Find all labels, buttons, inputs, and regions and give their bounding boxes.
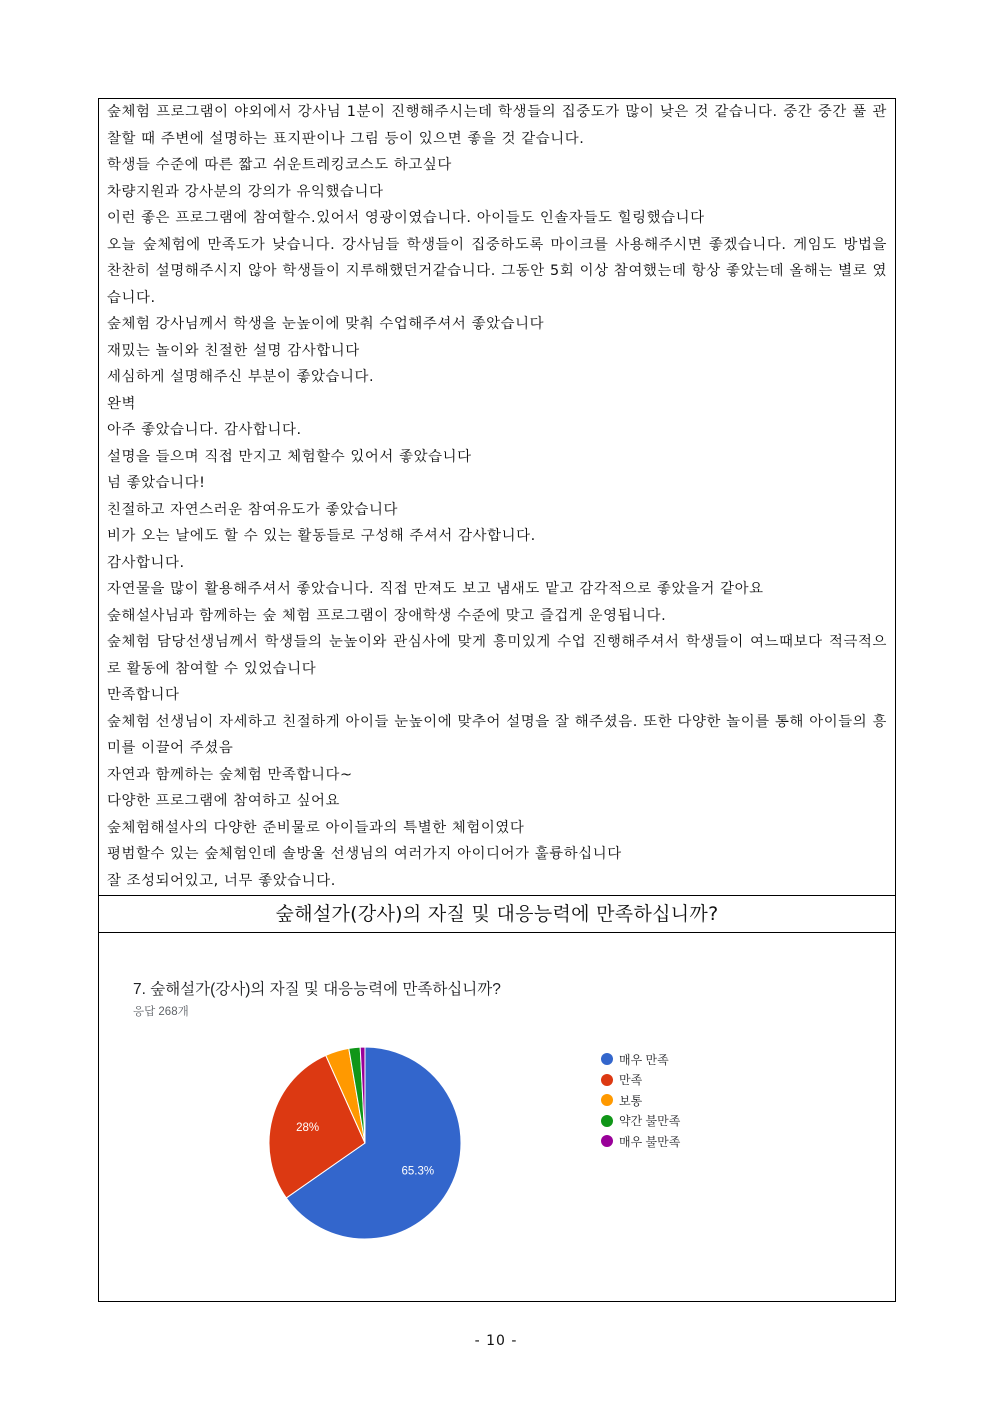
comments-list — [99, 99, 895, 896]
comment-item: 넘 좋았습니다! — [107, 475, 206, 491]
response-count: 응답 268개 — [133, 1006, 189, 1018]
comment-item: 잘 조성되어있고, 너무 좋았습니다. — [107, 872, 336, 889]
comment-item: 숲체험 선생님이 자세하고 친절하게 아이들 눈높이에 맞추어 설명을 잘 해주셨음. 또한 다양한 놀이를 통해 아이들의 흥미를 이끌어 주셨음 — [107, 713, 887, 756]
comment-item: 재밌는 놀이와 친절한 설명 감사합니다 — [107, 342, 360, 359]
legend-swatch — [601, 1094, 613, 1106]
comment-item: 아주 좋았습니다. 감사합니다. — [107, 422, 302, 438]
comment-item: 친절하고 자연스러운 참여유도가 좋았습니다 — [107, 501, 399, 518]
chart-title: 7. 숲해설가(강사)의 자질 및 대응능력에 만족하십니까? — [133, 981, 501, 998]
comment-item: 만족합니다 — [107, 687, 180, 703]
comment-item: 자연물을 많이 활용해주셔서 좋았습니다. 직접 만져도 보고 냄새도 맡고 감각적으로 좋았을거 같아요 — [107, 581, 764, 597]
comment-item: 숲체험 강사님께서 학생을 눈높이에 맞춰 수업해주셔서 좋았습니다 — [107, 316, 545, 332]
comment-item: 설명을 들으며 직접 만지고 체험할수 있어서 좋았습니다 — [107, 448, 472, 465]
comment-item: 이런 좋은 프로그램에 참여할수.있어서 영광이였습니다. 아이들도 인솔자들도 힐링했습니다 — [107, 210, 705, 226]
legend-item — [601, 1111, 680, 1132]
legend-item — [601, 1070, 680, 1091]
comment-item: 비가 오는 날에도 할 수 있는 활동들로 구성해 주셔서 감사합니다. — [107, 528, 536, 544]
legend-label: 매우 불만족 — [619, 1134, 681, 1149]
legend-item — [601, 1090, 680, 1111]
legend-label: 보통 — [619, 1093, 643, 1108]
survey-table — [98, 98, 896, 1302]
comment-item: 감사합니다. — [107, 554, 185, 571]
comment-item: 숲체험 프로그램이 야외에서 강사님 1분이 진행해주시는데 학생들의 집중도가 많이 낮은 것 같습니다. 중간 중간 풀 관찰할 때 주변에 설명하는 표지판이나 그림 등이 있으면 좋을 것 같습니다. — [107, 104, 887, 147]
comment-item: 학생들 수준에 따른 짧고 쉬운트레킹코스도 하고싶다 — [107, 157, 452, 173]
legend-swatch — [601, 1053, 613, 1065]
legend-item — [601, 1131, 680, 1152]
comment-item: 다양한 프로그램에 참여하고 싶어요 — [107, 793, 341, 809]
comment-item: 자연과 함께하는 숲체험 만족합니다~ — [107, 766, 353, 783]
legend-item — [601, 1049, 680, 1070]
legend-label: 만족 — [619, 1073, 643, 1088]
comment-item: 세심하게 설명해주신 부분이 좋았습니다. — [107, 369, 375, 385]
comment-item: 완벽 — [107, 395, 137, 412]
legend-label: 매우 만족 — [619, 1052, 669, 1067]
comment-item: 숲체험해설사의 다양한 준비물로 아이들과의 특별한 체험이였다 — [107, 819, 525, 836]
comment-item: 오늘 숲체험에 만족도가 낮습니다. 강사님들 학생들이 집중하도록 마이크를 사용해주시면 좋겠습니다. 게임도 방법을 찬찬히 설명해주시지 않아 학생들이 지루해했던거같습니다. 그동안 5회 이상 참여했는데 항상 좋았는데 올해는 별로 였습니다. — [107, 236, 887, 306]
legend-swatch — [601, 1074, 613, 1086]
comment-item: 차량지원과 강사분의 강의가 유익했습니다 — [107, 183, 384, 200]
chart-panel — [99, 933, 895, 1301]
question-title: 숲해설가(강사)의 자질 및 대응능력에 만족하십니까? — [275, 903, 719, 925]
chart-legend — [601, 1049, 680, 1152]
comment-item: 숲체험 담당선생님께서 학생들의 눈높이와 관심사에 맞게 흥미있게 수업 진행해주셔서 학생들이 여느때보다 적극적으로 활동에 참여할 수 있었습니다 — [107, 634, 887, 677]
legend-label: 약간 불만족 — [619, 1114, 681, 1129]
comment-item: 평범할수 있는 숲체험인데 솔방울 선생님의 여러가지 아이디어가 훌륭하십니다 — [107, 846, 622, 862]
comment-item: 숲해설사님과 함께하는 숲 체험 프로그램이 장애학생 수준에 맞고 즐겁게 운영됩니다. — [107, 607, 667, 624]
legend-swatch — [601, 1135, 613, 1147]
pie-data-label: 28% — [296, 1122, 320, 1135]
pie-chart — [265, 1043, 465, 1243]
legend-swatch — [601, 1115, 613, 1127]
page-number: - 10 - — [474, 1333, 518, 1349]
pie-data-label: 65.3% — [401, 1165, 435, 1178]
